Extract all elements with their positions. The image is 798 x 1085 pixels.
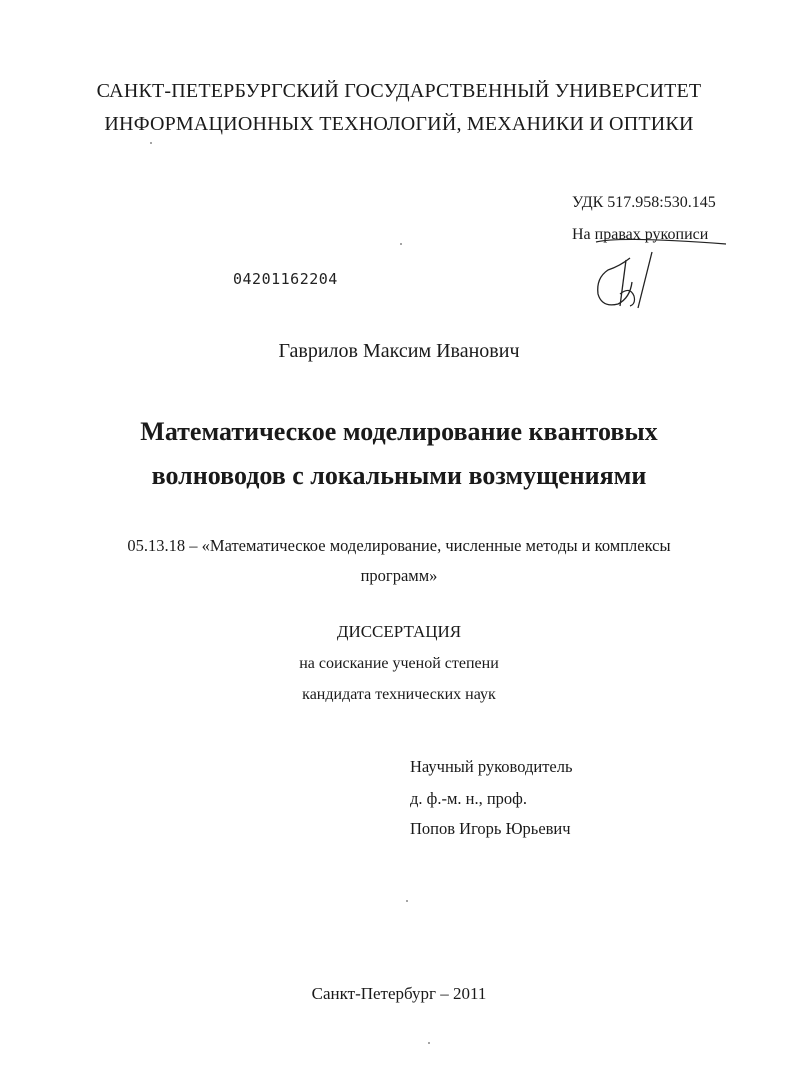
university-name-line-2: ИНФОРМАЦИОННЫХ ТЕХНОЛОГИЙ, МЕХАНИКИ И ОПТИКИ [104, 113, 694, 135]
university-name-line-1: САНКТ-ПЕТЕРБУРГСКИЙ ГОСУДАРСТВЕННЫЙ УНИВЕРСИТЕТ [96, 80, 702, 102]
degree-line-2: кандидата технических наук [302, 686, 496, 703]
author-name: Гаврилов Максим Иванович [278, 340, 520, 362]
scan-speck [428, 1042, 430, 1044]
supervisor-role: Научный руководитель [410, 757, 573, 776]
document-type-heading: ДИССЕРТАЦИЯ [336, 622, 462, 641]
scan-speck [150, 142, 152, 144]
specialty-line-2: программ» [360, 566, 438, 585]
specialty-line-1: 05.13.18 – «Математическое моделирование, численные методы и комплексы [127, 536, 671, 555]
handwritten-signature [590, 238, 730, 318]
dissertation-title-line-2: волноводов с локальными возмущениями [151, 461, 647, 490]
scan-speck [400, 243, 402, 245]
dissertation-title-line-1: Математическое моделирование квантовых [140, 417, 658, 446]
scan-speck [406, 900, 408, 902]
udk-code: УДК 517.958:530.145 [572, 194, 716, 211]
degree-line-1: на соискание ученой степени [299, 655, 499, 672]
supervisor-name: Попов Игорь Юрьевич [410, 819, 571, 838]
manuscript-rights-note: На правах рукописи [572, 226, 709, 243]
supervisor-degree: д. ф.-м. н., проф. [410, 789, 527, 808]
city-and-year: Санкт-Петербург – 2011 [311, 984, 487, 1003]
archive-stamp-number: 04201162204 [233, 270, 338, 288]
